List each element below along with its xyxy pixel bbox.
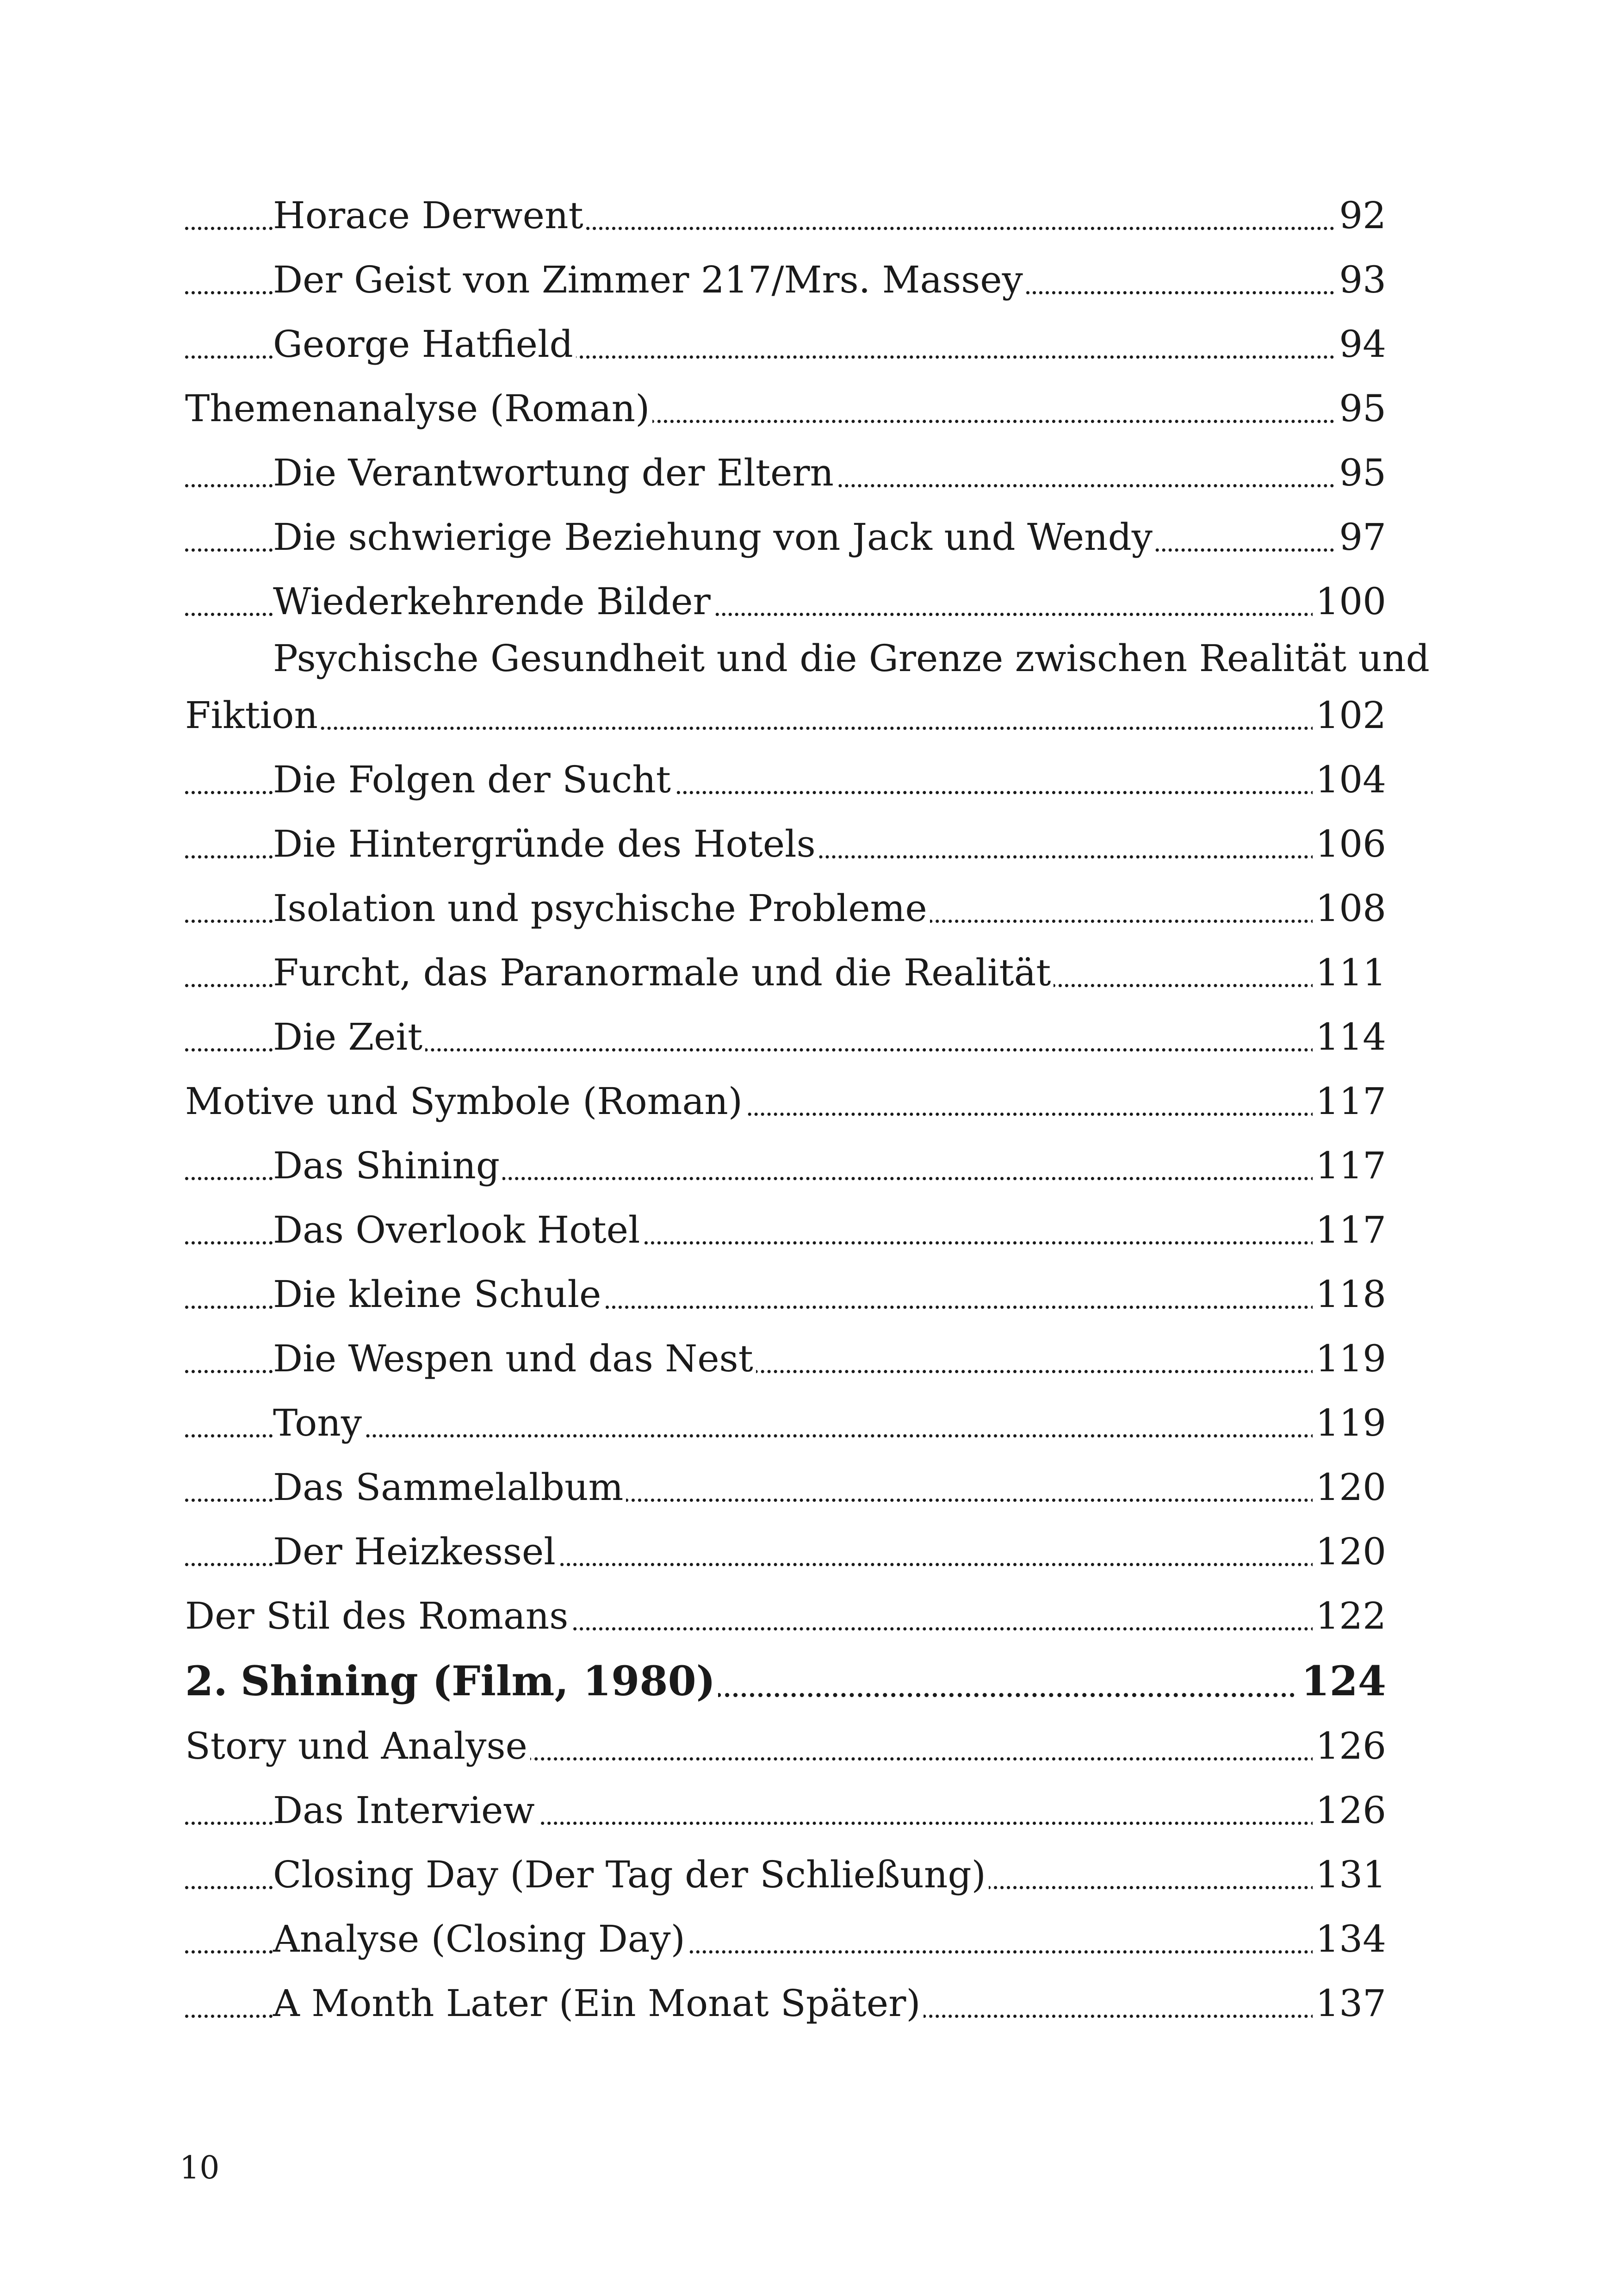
toc-entry[interactable] — [185, 1455, 1386, 1519]
toc-entry[interactable] — [185, 1907, 1386, 1971]
toc-entry-page: 108 — [1313, 876, 1386, 940]
toc-entry[interactable] — [185, 1714, 1386, 1778]
toc-entry-title: Wiederkehrende Bilder — [273, 580, 713, 623]
toc-entry-page: 117 — [1313, 1069, 1386, 1133]
toc-entry-title: Die kleine Schule — [273, 1273, 604, 1316]
toc-entry-page: 119 — [1313, 1391, 1386, 1455]
toc-entry-title: Der Geist von Zimmer 217/Mrs. Massey — [273, 258, 1026, 301]
toc-entry[interactable] — [185, 684, 1386, 747]
toc-entry-title: George Hatfield — [273, 323, 576, 366]
toc-entry-title: Das Sammelalbum — [273, 1466, 626, 1509]
toc-entry-page: 126 — [1313, 1778, 1386, 1842]
toc-entry-title: Horace Derwent — [273, 194, 586, 237]
leader-dots — [185, 1434, 1386, 1437]
toc-entry[interactable] — [185, 505, 1386, 569]
toc-entry[interactable] — [185, 1391, 1386, 1455]
toc-entry-page: 117 — [1313, 1198, 1386, 1262]
toc-entry-page: 118 — [1313, 1262, 1386, 1326]
toc-entry-title: Closing Day (Der Tag der Schließung) — [273, 1853, 989, 1896]
toc-entry-page: 137 — [1313, 1971, 1386, 2035]
toc-entry[interactable] — [185, 1005, 1386, 1069]
toc-entry-title: Themenanalyse (Roman) — [185, 387, 652, 430]
toc-entry-page: 117 — [1313, 1133, 1386, 1198]
toc-entry-title: Die Hintergründe des Hotels — [273, 822, 818, 865]
toc-entry[interactable] — [185, 441, 1386, 505]
toc-entry[interactable] — [185, 1842, 1386, 1907]
toc-entry[interactable] — [185, 1133, 1386, 1198]
toc-entry-page: 131 — [1313, 1842, 1386, 1907]
toc-entry-page: 102 — [1313, 684, 1386, 747]
toc-entry[interactable] — [185, 1584, 1386, 1648]
toc-entry-page: 94 — [1336, 312, 1386, 376]
toc-entry-title: Die Wespen und das Nest — [273, 1337, 756, 1380]
toc-entry-page: 95 — [1336, 441, 1386, 505]
toc-entry[interactable] — [185, 183, 1386, 248]
toc-entry-page: 120 — [1313, 1455, 1386, 1519]
toc-entry[interactable] — [185, 876, 1386, 940]
chapter-title-text: Shining (Film, 1980) — [240, 1657, 716, 1705]
toc-entry-page: 100 — [1313, 569, 1386, 634]
toc-entry-title: Furcht, das Paranormale und die Realität — [273, 951, 1054, 994]
chapter-number: 2. — [185, 1657, 228, 1705]
toc-entry-page: 124 — [1298, 1648, 1386, 1714]
toc-entry-page: 134 — [1313, 1907, 1386, 1971]
toc-entry[interactable] — [185, 1971, 1386, 2035]
toc-entry[interactable] — [185, 248, 1386, 312]
toc-entry[interactable] — [185, 569, 1386, 634]
toc-entry-page: 95 — [1336, 376, 1386, 441]
toc-entry[interactable] — [185, 1198, 1386, 1262]
toc-entry-page: 120 — [1313, 1519, 1386, 1584]
toc-entry-title: Das Overlook Hotel — [273, 1208, 643, 1251]
toc-entry-page: 97 — [1336, 505, 1386, 569]
toc-entry-title: A Month Later (Ein Monat Später) — [273, 1982, 924, 2025]
toc-entry-title: Analyse (Closing Day) — [273, 1917, 688, 1960]
toc-chapter-entry[interactable] — [185, 1648, 1386, 1714]
toc-entry[interactable] — [185, 812, 1386, 876]
toc-entry[interactable] — [185, 1262, 1386, 1326]
toc-entry-title: Das Interview — [273, 1789, 538, 1832]
table-of-contents — [185, 183, 1430, 2035]
toc-entry[interactable] — [185, 1519, 1386, 1584]
toc-entry-title-line1[interactable]: Psychische Gesundheit und die Grenze zwischen Realität und — [273, 637, 1430, 680]
toc-chapter-title — [185, 1657, 718, 1705]
toc-entry-page: 126 — [1313, 1714, 1386, 1778]
toc-entry[interactable] — [185, 312, 1386, 376]
toc-entry-title: Das Shining — [273, 1144, 502, 1187]
toc-entry-page: 119 — [1313, 1326, 1386, 1391]
toc-entry-page: 106 — [1313, 812, 1386, 876]
toc-entry-title: Tony — [273, 1401, 365, 1444]
toc-entry-title: Story und Analyse — [185, 1724, 530, 1767]
toc-entry-page: 122 — [1313, 1584, 1386, 1648]
toc-entry[interactable] — [185, 1778, 1386, 1842]
leader-dots — [185, 727, 1386, 730]
toc-entry-title: Der Stil des Romans — [185, 1594, 571, 1637]
toc-entry-title: Die Verantwortung der Eltern — [273, 451, 837, 494]
toc-entry-page: 93 — [1336, 248, 1386, 312]
toc-entry-title-line2: Fiktion — [185, 694, 321, 737]
toc-entry-page: 92 — [1336, 183, 1386, 248]
toc-entry-title: Die Zeit — [273, 1015, 425, 1058]
toc-entry-title: Isolation und psychische Probleme — [273, 887, 930, 930]
toc-entry[interactable] — [185, 1069, 1386, 1133]
toc-entry-title: Die schwierige Beziehung von Jack und Wendy — [273, 516, 1155, 559]
toc-entry[interactable] — [185, 1326, 1386, 1391]
toc-entry-title: Motive und Symbole (Roman) — [185, 1080, 745, 1123]
toc-entry[interactable] — [185, 747, 1386, 812]
toc-entry-page: 114 — [1313, 1005, 1386, 1069]
toc-entry-page: 111 — [1313, 940, 1386, 1005]
toc-entry-title: Der Heizkessel — [273, 1530, 558, 1573]
toc-entry[interactable] — [185, 376, 1386, 441]
toc-entry-page: 104 — [1313, 747, 1386, 812]
toc-entry-title: Die Folgen der Sucht — [273, 758, 674, 801]
toc-entry[interactable] — [185, 940, 1386, 1005]
page-number: 10 — [180, 2150, 220, 2186]
